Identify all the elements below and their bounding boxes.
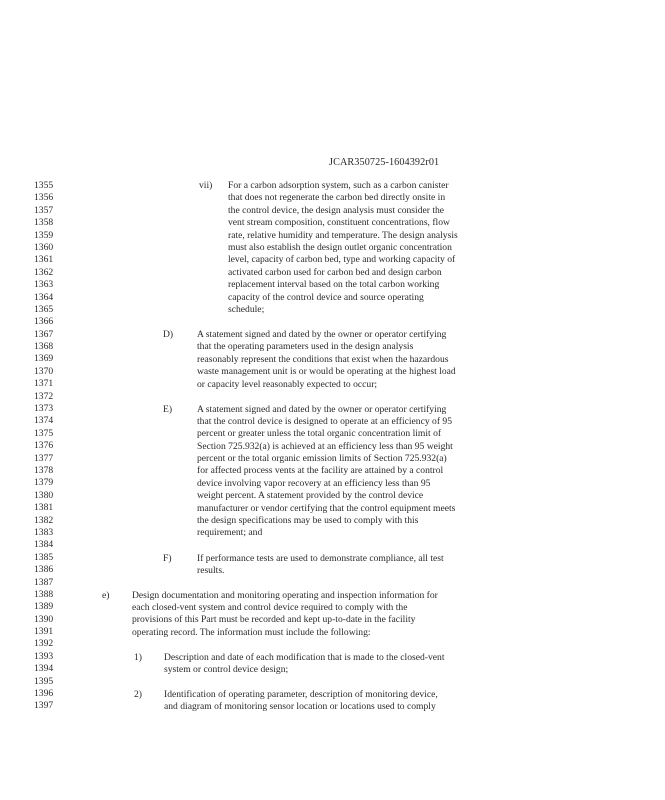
text-line: the design specifications may be used to comply with this [197, 515, 419, 527]
line-number: 1376 [34, 440, 54, 452]
item-e-marker: e) [102, 589, 110, 601]
line-number: 1390 [34, 613, 54, 625]
line-number: 1396 [34, 688, 54, 700]
text-line: Identification of operating parameter, description of monitoring device, [164, 688, 438, 700]
text-line: level, capacity of carbon bed, type and working capacity of [228, 254, 456, 266]
text-line: for affected process vents at the facility are attained by a control [197, 465, 444, 477]
text-line: operating record. The information must include the following: [132, 626, 371, 638]
text-line: that the operating parameters used in the design analysis [197, 341, 414, 353]
line-number: 1397 [34, 700, 54, 712]
text-line: capacity of the control device and source operating [228, 291, 424, 303]
text-line: For a carbon adsorption system, such as a carbon canister [228, 180, 449, 191]
text-line: vent stream composition, constituent concentrations, flow [228, 217, 450, 229]
text-line: that does not regenerate the carbon bed directly onsite in [228, 192, 446, 204]
line-number: 1373 [34, 403, 54, 415]
line-number: 1361 [34, 254, 54, 266]
line-number: 1368 [34, 341, 54, 353]
item-vii-marker: vii) [199, 180, 213, 191]
line-number: 1378 [34, 464, 54, 476]
line-number: 1386 [34, 564, 54, 576]
line-number: 1356 [34, 192, 54, 204]
line-number: 1380 [34, 489, 54, 501]
item-E-marker: E) [163, 403, 173, 415]
text-line: rate, relative humidity and temperature. The design analysis [228, 229, 458, 241]
item-F-text [197, 553, 617, 578]
item-D-marker: D) [163, 329, 174, 340]
line-number: 1383 [34, 526, 54, 538]
text-line: percent or greater unless the total organic concentration limit of [197, 428, 442, 440]
text-line: must also establish the design outlet organic concentration [228, 241, 452, 253]
text-line: weight percent. A statement provided by the control device [197, 490, 424, 502]
item-e2-marker: 2) [134, 688, 142, 700]
text-line: waste management unit is or would be operating at the highest load [197, 366, 456, 378]
line-number: 1359 [34, 229, 54, 241]
text-line: that the control device is designed to operate at an efficiency of 95 [197, 415, 453, 427]
item-e1-marker: 1) [134, 651, 142, 663]
line-number: 1360 [34, 241, 54, 253]
text-line: A statement signed and dated by the owner or operator certifying [197, 329, 447, 340]
line-number: 1385 [34, 551, 54, 563]
line-number: 1381 [34, 502, 54, 514]
document-id-header: JCAR350725-1604392r01 [329, 157, 440, 168]
item-F-marker: F) [163, 552, 172, 564]
text-line: percent or the total organic emission limits of Section 725.932(a) [197, 453, 447, 465]
item-E-text [197, 404, 617, 540]
line-number: 1387 [34, 576, 54, 588]
text-line: requirement; and [197, 527, 263, 539]
text-line: each closed-vent system and control device required to comply with the [132, 601, 408, 613]
text-line: manufacturer or vendor certifying that the control equipment meets [197, 502, 456, 514]
text-line: replacement interval based on the total carbon working [228, 279, 440, 291]
text-line: Description and date of each modification that is made to the closed-vent [164, 651, 445, 663]
text-line: schedule; [228, 303, 265, 315]
line-number: 1367 [34, 328, 54, 340]
line-number: 1389 [34, 601, 54, 613]
item-e1-text [164, 652, 624, 677]
text-line: provisions of this Part must be recorded and kept up-to-date in the facility [132, 614, 416, 626]
text-line: device involving vapor recovery at an efficiency less than 95 [197, 477, 431, 489]
line-number: 1364 [34, 291, 54, 303]
item-vii-text [228, 180, 628, 316]
line-number: 1394 [34, 663, 54, 675]
line-number-column [34, 180, 74, 713]
line-number: 1371 [34, 378, 54, 390]
text-line: A statement signed and dated by the owner or operator certifying [197, 403, 447, 415]
text-line: activated carbon used for carbon bed and design carbon [228, 266, 442, 278]
text-line: Design documentation and monitoring operating and inspection information for [132, 589, 438, 601]
line-number: 1388 [34, 588, 54, 600]
line-number: 1374 [34, 415, 54, 427]
text-line: results. [197, 564, 225, 576]
text-line: reasonably represent the conditions that exist when the hazardous [197, 353, 449, 365]
text-line: Section 725.932(a) is achieved at an efficiency less than 95 weight [197, 440, 453, 452]
line-number: 1358 [34, 217, 54, 229]
line-number: 1365 [34, 303, 54, 315]
line-number: 1355 [34, 180, 54, 191]
line-number: 1370 [34, 365, 54, 377]
line-number: 1362 [34, 266, 54, 278]
line-number: 1366 [34, 316, 54, 328]
line-number: 1384 [34, 539, 54, 551]
text-line: If performance tests are used to demonstrate compliance, all test [197, 552, 444, 564]
line-number: 1392 [34, 638, 54, 650]
line-number: 1391 [34, 626, 54, 638]
line-number: 1395 [34, 675, 54, 687]
line-number: 1382 [34, 514, 54, 526]
line-number: 1393 [34, 650, 54, 662]
line-number: 1369 [34, 353, 54, 365]
line-number: 1375 [34, 427, 54, 439]
text-line: or capacity level reasonably expected to occur; [197, 378, 378, 390]
text-line: system or control device design; [164, 663, 289, 675]
item-D-text [197, 329, 617, 391]
line-number: 1357 [34, 204, 54, 216]
text-line: the control device, the design analysis must consider the [228, 204, 445, 216]
item-e2-text [164, 689, 624, 714]
text-line: and diagram of monitoring sensor location or locations used to comply [164, 700, 436, 712]
item-e-text [132, 590, 612, 640]
line-number: 1377 [34, 452, 54, 464]
line-number: 1379 [34, 477, 54, 489]
line-number: 1372 [34, 390, 54, 402]
line-number: 1363 [34, 279, 54, 291]
